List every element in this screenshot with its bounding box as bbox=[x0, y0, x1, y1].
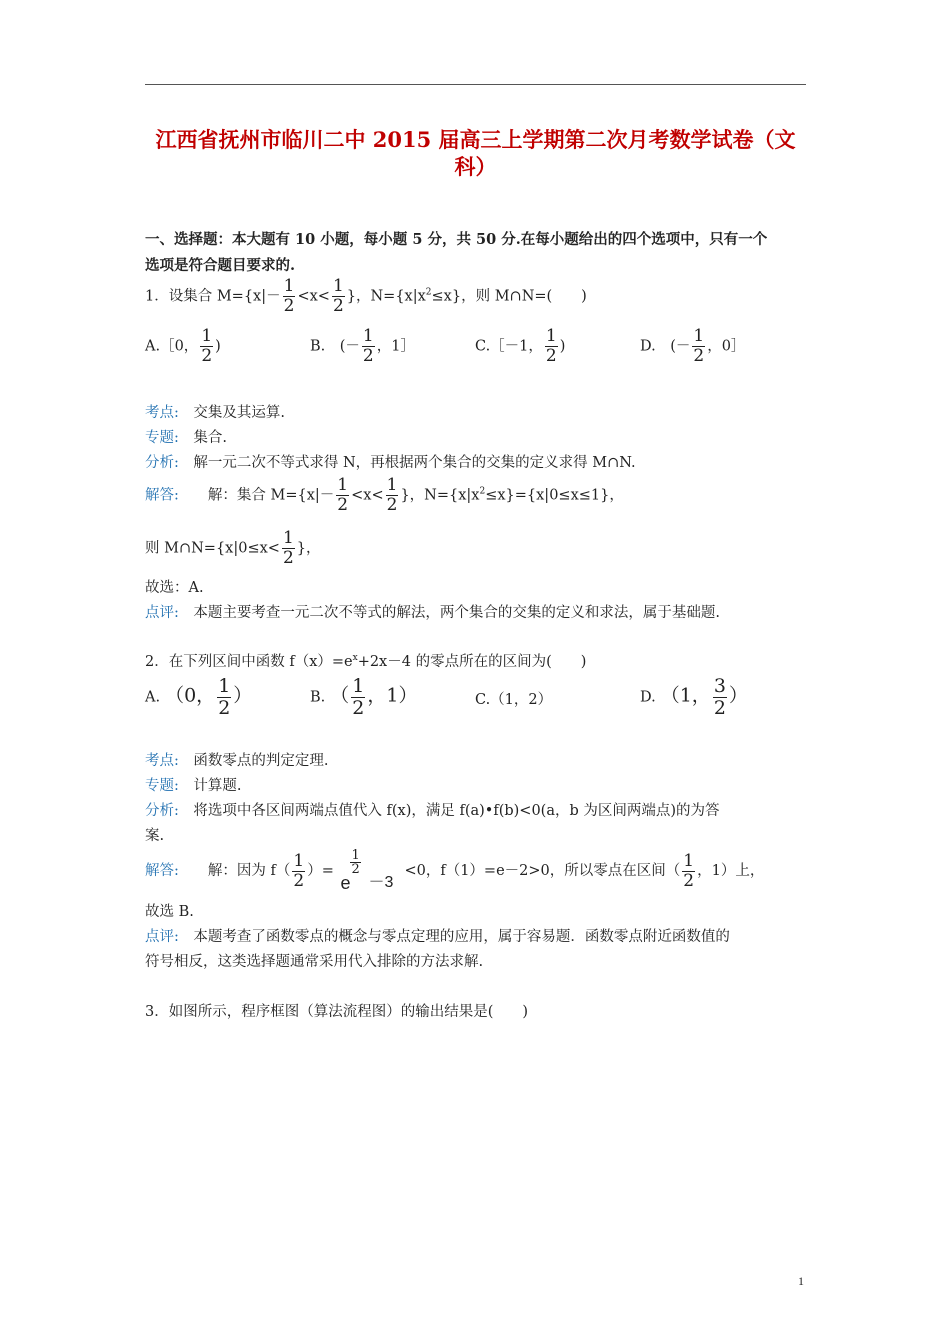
kaodian-text: 交集及其运算. bbox=[193, 405, 285, 421]
option-text: B. (－ bbox=[310, 338, 360, 355]
frac-den: 2 bbox=[218, 697, 231, 719]
q1-stem bbox=[145, 278, 587, 315]
fraction-half bbox=[217, 677, 231, 718]
ze-text-a: 则 M∩N={x|0≤x< bbox=[145, 540, 280, 557]
frac-num: 1 bbox=[282, 528, 294, 548]
frac-num: 1 bbox=[283, 276, 295, 296]
jieda-text-a: 解：集合 M={x|－ bbox=[207, 487, 335, 504]
section-heading-line2: 选项是符合题目要求的. bbox=[145, 257, 296, 274]
option-text: ，1］ bbox=[376, 338, 415, 355]
option-text: ) bbox=[559, 338, 566, 355]
frac-den: 2 bbox=[351, 862, 360, 877]
kaodian-text: 函数零点的判定定理. bbox=[193, 753, 329, 769]
q2-stem bbox=[145, 650, 586, 671]
frac-num: 1 bbox=[693, 326, 705, 346]
q2-option-b bbox=[310, 677, 417, 718]
q2-fenxi-line2: 案. bbox=[145, 828, 165, 844]
jieda-text-b: ）= bbox=[307, 863, 334, 879]
fraction-three-halves bbox=[713, 677, 727, 718]
q1-option-d bbox=[640, 328, 745, 365]
fraction-half bbox=[386, 477, 399, 514]
q2-dianping bbox=[145, 925, 730, 946]
label-kaodian: 考点: bbox=[145, 405, 179, 421]
q1-option-b bbox=[310, 328, 415, 365]
option-text: B. bbox=[310, 689, 326, 706]
frac-num: 1 bbox=[352, 675, 365, 697]
q2-fenxi bbox=[145, 799, 720, 820]
q1-dianping bbox=[145, 601, 720, 622]
label-fenxi: 分析: bbox=[145, 803, 179, 819]
dianping-text: 本题主要考查一元二次不等式的解法，两个集合的交集的定义和求法，属于基础题. bbox=[193, 605, 720, 621]
q1-kaodian bbox=[145, 401, 285, 422]
q2-guxuan: 故选 B. bbox=[145, 904, 194, 920]
fraction-half-exponent bbox=[350, 849, 360, 876]
option-text: ，1） bbox=[367, 684, 418, 707]
frac-num: 1 bbox=[683, 850, 695, 871]
option-text: ) bbox=[215, 338, 221, 355]
option-text: ，0］ bbox=[707, 338, 746, 355]
option-text: （ bbox=[339, 684, 350, 707]
jieda-text-d: ，1）上， bbox=[697, 863, 765, 879]
q2-stem-text-b: +2x－4 的零点所在的区间为( ) bbox=[357, 654, 587, 670]
q2-zhuanti bbox=[145, 774, 242, 795]
frac-den: 2 bbox=[337, 495, 349, 515]
exponent-expression bbox=[338, 849, 404, 893]
q1-jieda bbox=[145, 477, 624, 514]
q1-fenxi bbox=[145, 451, 636, 472]
frac-den: 2 bbox=[713, 697, 726, 719]
superscript: x bbox=[352, 653, 358, 664]
frac-den: 2 bbox=[545, 346, 557, 366]
label-kaodian: 考点: bbox=[145, 753, 179, 769]
fraction-half bbox=[283, 278, 296, 315]
frac-den: 2 bbox=[201, 346, 213, 366]
frac-num: 1 bbox=[351, 848, 360, 863]
q1-stem-text-c: }，N={x|x bbox=[346, 288, 426, 305]
fraction-half bbox=[545, 328, 558, 365]
option-text: A.［0， bbox=[145, 338, 199, 355]
fenxi-text: 将选项中各区间两端点值代入 f(x)，满足 f(a)•f(b)<0(a，b 为区间两端点)的为答 bbox=[193, 803, 720, 819]
jieda-text-c: <0，f（1）=e－2>0，所以零点在区间（ bbox=[404, 863, 681, 879]
label-jieda: 解答: bbox=[145, 863, 179, 879]
label-fenxi: 分析: bbox=[145, 455, 179, 471]
frac-den: 2 bbox=[683, 870, 695, 891]
frac-den: 2 bbox=[362, 346, 374, 366]
q1-stem-text-d: ≤x}，则 M∩N=( ) bbox=[431, 288, 587, 305]
option-text: A. bbox=[145, 689, 161, 706]
zhuanti-text: 集合. bbox=[193, 430, 227, 446]
base-e: e bbox=[340, 873, 351, 893]
fraction-half bbox=[692, 328, 705, 365]
option-text: （0， bbox=[174, 684, 216, 707]
frac-num: 1 bbox=[293, 850, 305, 871]
fraction-half bbox=[362, 328, 375, 365]
q2-option-c: C.（1，2） bbox=[475, 692, 553, 708]
q2-stem-text-a: 2．在下列区间中函数 f（x）=e bbox=[145, 654, 353, 670]
frac-num: 1 bbox=[545, 326, 557, 346]
doc-title-line2: 科） bbox=[454, 154, 497, 179]
jieda-text-b: <x< bbox=[351, 487, 384, 504]
label-zhuanti: 专题: bbox=[145, 430, 179, 446]
q1-zhuanti bbox=[145, 426, 227, 447]
option-text: ） bbox=[233, 684, 253, 707]
q2-option-d bbox=[640, 677, 748, 718]
fraction-half bbox=[282, 530, 295, 567]
frac-den: 2 bbox=[283, 296, 295, 316]
page-number: 1 bbox=[798, 1274, 804, 1288]
q2-dianping-line2: 符号相反，这类选择题通常采用代入排除的方法求解. bbox=[145, 954, 484, 970]
label-jieda: 解答: bbox=[145, 487, 179, 504]
label-zhuanti: 专题: bbox=[145, 778, 179, 794]
fenxi-text: 解一元二次不等式求得 N，再根据两个集合的交集的定义求得 M∩N. bbox=[193, 455, 636, 471]
label-dianping: 点评: bbox=[145, 929, 179, 945]
jieda-text-d: ≤x}={x|0≤x≤1}， bbox=[485, 487, 624, 504]
frac-den: 2 bbox=[282, 548, 294, 568]
fraction-half bbox=[336, 477, 349, 514]
ze-text-b: }， bbox=[296, 540, 321, 557]
frac-num: 3 bbox=[713, 675, 726, 697]
frac-num: 1 bbox=[386, 475, 398, 495]
option-text: C.［－1， bbox=[475, 338, 543, 355]
frac-num: 1 bbox=[218, 675, 231, 697]
option-text: D. (－ bbox=[640, 338, 691, 355]
section-heading-line1: 一、选择题：本大题有 10 小题，每小题 5 分，共 50 分.在每小题给出的四个选项中，只有一个 bbox=[145, 231, 768, 248]
q1-option-c bbox=[475, 328, 565, 365]
frac-den: 2 bbox=[386, 495, 398, 515]
header-rule bbox=[145, 84, 806, 85]
frac-num: 1 bbox=[337, 475, 349, 495]
fraction-half bbox=[682, 850, 695, 891]
minus-three: －3 bbox=[368, 874, 394, 891]
fraction-half bbox=[292, 850, 305, 891]
q1-ze bbox=[145, 530, 321, 567]
frac-den: 2 bbox=[293, 870, 305, 891]
superscript: 2 bbox=[425, 287, 432, 298]
frac-num: 1 bbox=[362, 326, 374, 346]
option-text: （1， bbox=[670, 684, 711, 707]
fraction-half bbox=[332, 278, 345, 315]
superscript: 2 bbox=[479, 486, 486, 497]
fraction-half bbox=[200, 328, 213, 365]
q3-stem: 3．如图所示，程序框图（算法流程图）的输出结果是( ) bbox=[145, 1004, 529, 1020]
q2-jieda bbox=[145, 849, 764, 893]
fraction-half bbox=[351, 677, 365, 718]
frac-num: 1 bbox=[332, 276, 344, 296]
q2-kaodian bbox=[145, 749, 329, 770]
jieda-text-c: }，N={x|x bbox=[400, 487, 480, 504]
frac-den: 2 bbox=[332, 296, 344, 316]
q2-option-a bbox=[145, 677, 252, 718]
option-text: ） bbox=[728, 684, 748, 707]
frac-num: 1 bbox=[201, 326, 213, 346]
label-dianping: 点评: bbox=[145, 605, 179, 621]
q1-guxuan: 故选：A. bbox=[145, 580, 204, 596]
option-text: D. bbox=[640, 689, 656, 706]
doc-title-line1: 江西省抚州市临川二中 2015 届高三上学期第二次月考数学试卷（文 bbox=[155, 127, 796, 152]
jieda-text-a: 解：因为 f（ bbox=[207, 863, 291, 879]
q1-stem-text-b: <x< bbox=[297, 288, 330, 305]
q1-option-a bbox=[145, 328, 221, 365]
dianping-text: 本题考查了函数零点的概念与零点定理的应用，属于容易题．函数零点附近函数值的 bbox=[193, 929, 730, 945]
zhuanti-text: 计算题. bbox=[193, 778, 242, 794]
frac-den: 2 bbox=[693, 346, 705, 366]
q1-stem-text-a: 1．设集合 M={x|－ bbox=[145, 288, 281, 305]
frac-den: 2 bbox=[352, 697, 365, 719]
